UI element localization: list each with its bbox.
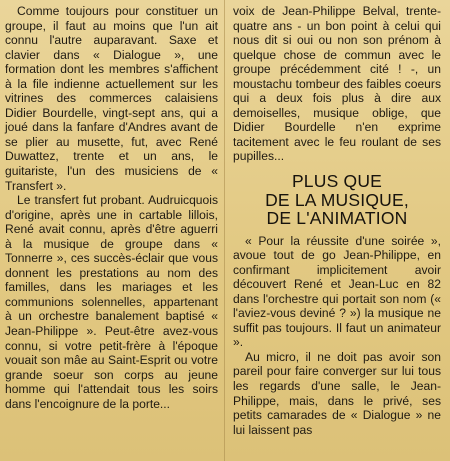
article-paragraph: Le transfert fut probant. Audruicquois d'origine, après une in cartable lillois, René avait connu, après d'être aguerri à la musique de groupe dans « Tonnerre », ces succès-éclair que vous donnent les prestations au nom des familles, dans les mariages et les communions solennelles, appartenant à un orchestre banalement baptisé « Jean-Philippe ». Peut-être avez-vous connu, si votre petit-frère à l'époque vouait son mâe au Saint-Esprit ou votre grande soeur son corps au jeune homme qui l'attendait tous les soirs dans l'encoignure de la porte... xyxy=(5,193,218,411)
article-paragraph: Comme toujours pour constituer un groupe, il faut au moins que l'un ait connu l'autre auparavant. Saxe et clavier dans « Dialogue », une formation dont les membres s'affichent à la file indienne actuellement sur les vitrines des commerces calaisiens Didier Bourdelle, vingt-sept ans, qui a joué dans la fanfare d'Andres avant de se plier au musette, fut, avec René Duwattez, trente et un ans, le guitariste, l'un des musiciens de « Transfert ». xyxy=(5,4,218,193)
article-paragraph: voix de Jean-Philippe Belval, trente-quatre ans - un bon point à celui qui nous dit si oui ou non son prénom à quelque chose de commun avec le groupe précédemment cité ! -, un moustachu tombeur des faibles coeurs qui a deux fois plus à dire aux demoiselles, musique oblige, que Didier Bourdelle n'en exprime tacitement avec le feu roulant de ses pupilles... xyxy=(233,4,441,164)
article-paragraph: « Pour la réussite d'une soirée », avoue tout de go Jean-Philippe, en confirmant implicitement avoir découvert René et Jean-Luc en 82 dans l'orchestre qui portait son nom (« l'aviez-vous deviné ? ») la musique ne suffit pas toujours. Il faut un animateur ». xyxy=(233,233,441,350)
headline-line: DE L'ANIMATION xyxy=(266,208,408,229)
headline-line: PLUS QUE xyxy=(291,171,383,192)
article-left-column xyxy=(5,4,218,411)
headline-line: DE LA MUSIQUE, xyxy=(265,189,409,210)
column-divider xyxy=(224,0,225,461)
article-right-column xyxy=(233,4,441,437)
article-paragraph: Au micro, il ne doit pas avoir son pareil pour faire converger sur lui tous les regards d'une salle, le Jean-Philippe, mais, dans le privé, ses petits camarades de « Dialogue » ne lui laissent pas xyxy=(233,349,441,437)
section-headline xyxy=(233,172,441,228)
